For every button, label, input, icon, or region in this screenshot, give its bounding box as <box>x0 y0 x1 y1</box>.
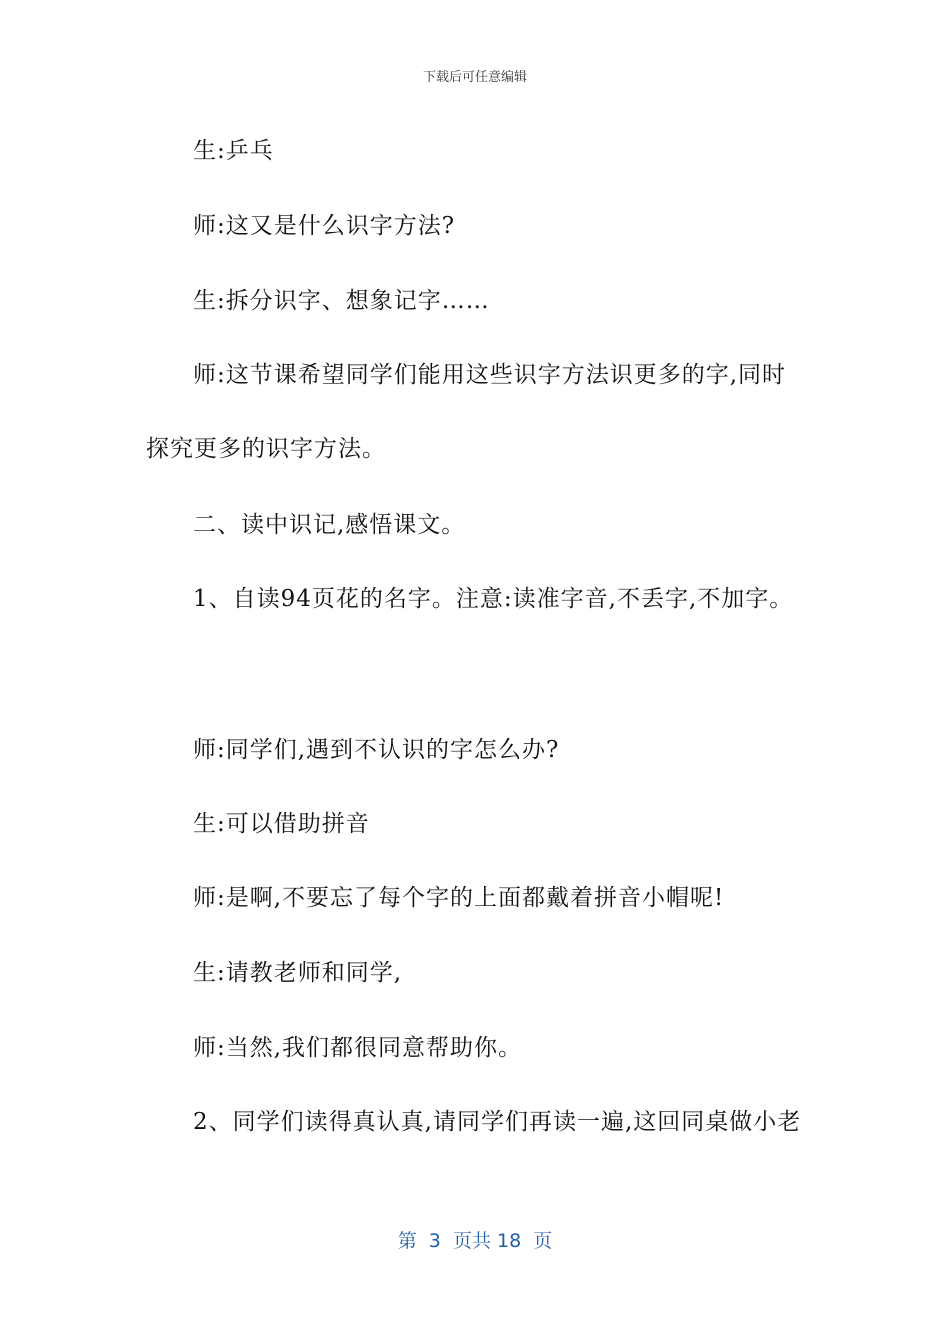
page-number-footer: 第 3 页共 18 页 <box>397 1230 553 1252</box>
paragraph-line: 生:可以借助拼音 <box>193 811 370 837</box>
section-heading: 二、读中识记,感悟课文。 <box>193 512 466 538</box>
paragraph-line: 2、同学们读得真认真,请同学们再读一遍,这回同桌做小老 <box>193 1109 802 1135</box>
paragraph-line: 师:这又是什么识字方法? <box>193 213 456 239</box>
paragraph-line: 师:同学们,遇到不认识的字怎么办? <box>193 737 560 763</box>
paragraph-line: 生:乒乓 <box>193 138 274 164</box>
paragraph-line: 探究更多的识字方法。 <box>146 436 386 462</box>
paragraph-line: 师:是啊,不要忘了每个字的上面都戴着拼音小帽呢! <box>193 885 725 911</box>
paragraph-line: 师:这节课希望同学们能用这些识字方法识更多的字,同时 <box>193 362 787 388</box>
paragraph-line: 1、自读94页花的名字。注意:读准字音,不丢字,不加字。 <box>193 586 794 612</box>
paragraph-line: 生:请教老师和同学, <box>193 960 403 986</box>
paragraph-line: 生:拆分识字、想象记字…… <box>193 288 490 314</box>
paragraph-line: 师:当然,我们都很同意帮助你。 <box>193 1035 523 1061</box>
page-header: 下载后可任意编辑 <box>422 70 527 85</box>
